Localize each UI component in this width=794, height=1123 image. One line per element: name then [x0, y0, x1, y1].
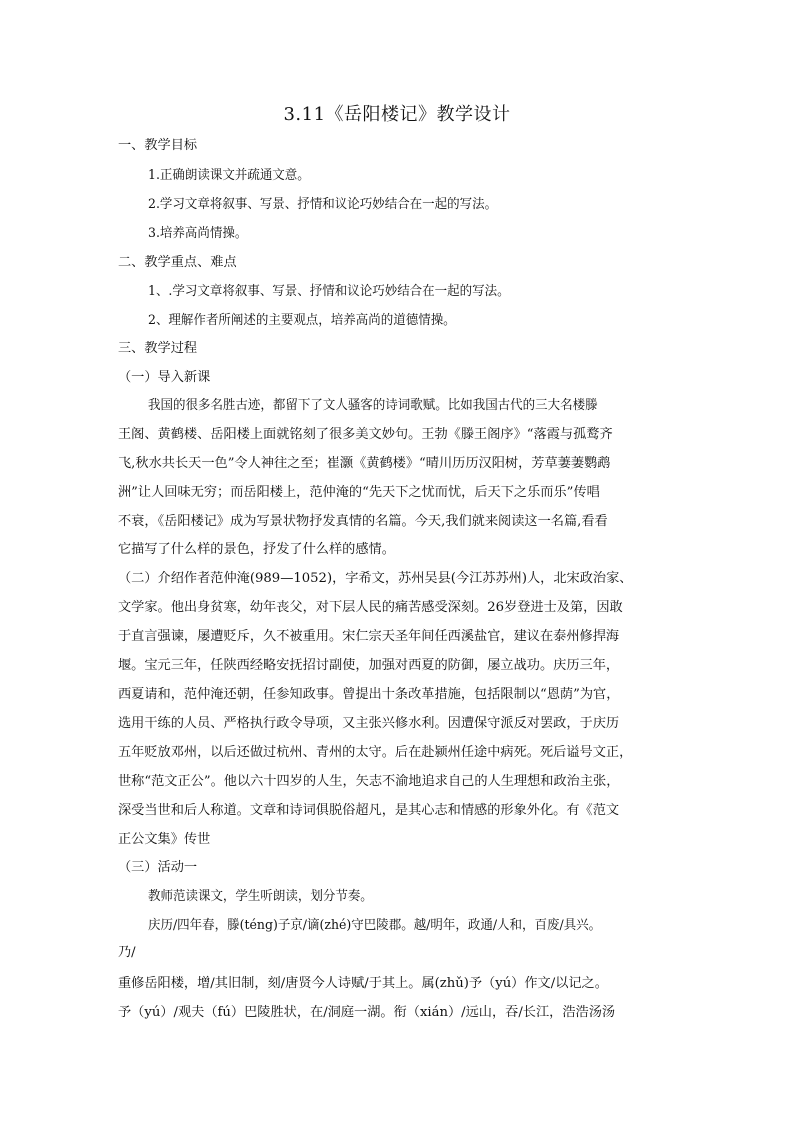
section-heading-key-points: 二、教学重点、难点 [118, 255, 237, 270]
section-heading-objectives: 一、教学目标 [118, 138, 198, 153]
paragraph-line: 予（yú）/观夫（fú）巴陵胜状，在/洞庭一湖。衔（xián）/远山，吞/长江，浩浩汤汤 [118, 1005, 616, 1020]
paragraph-line: 于直言强谏，屡遭贬斥，久不被重用。宋仁宗天圣年间任西溪盐官，建议在泰州修捍海 [118, 629, 620, 644]
paragraph-line: 庆历/四年春，滕(téng)子京/谪(zhé)守巴陵郡。越/明年，政通/人和，百废/具兴。 [148, 918, 602, 933]
paragraph-line: 文学家。他出身贫寒，幼年丧父，对下层人民的痛苦感受深刻。26岁登进士及第，因敢 [118, 600, 623, 615]
objective-item: 1.正确朗读课文并疏通文意。 [148, 168, 310, 183]
paragraph-line: 不衰，《岳阳楼记》成为写景状物抒发真情的名篇。今天,我们就来阅读这一名篇,看看 [118, 514, 608, 529]
paragraph-line: 深受当世和后人称道。文章和诗词俱脱俗超凡，是其心志和情感的形象外化。有《范文 [118, 803, 620, 818]
paragraph-line: 世称“范文正公”。他以六十四岁的人生，矢志不渝地追求自己的人生理想和政治主张， [118, 774, 620, 789]
paragraph-line: 它描写了什么样的景色，抒发了什么样的感情。 [118, 542, 395, 557]
page-title: 3.11《岳阳楼记》教学设计 [283, 104, 511, 125]
paragraph-line: 选用干练的人员、严格执行政令导项，又主张兴修水利。因遭保守派反对罢政，于庆历 [118, 716, 620, 731]
paragraph-line: 重修岳阳楼，增/其旧制，刻/唐贤今人诗赋/于其上。属(zhǔ)予（yú）作文/以记之。 [118, 976, 608, 991]
key-point-item: 2、理解作者所阐述的主要观点，培养高尚的道德情操。 [148, 313, 456, 328]
subheading-intro: （一）导入新课 [118, 370, 211, 385]
paragraph-line: 乃/ [118, 945, 136, 960]
objective-item: 3.培养高尚情操。 [148, 226, 248, 241]
paragraph-line: （二）介绍作者范仲淹(989—1052)，字希文，苏州吴县(今江苏苏州)人，北宋政治家、 [118, 571, 633, 586]
subheading-activity-one: （三）活动一 [118, 860, 198, 875]
paragraph-line: 正公文集》传世 [118, 832, 211, 847]
paragraph-line: 我国的很多名胜古迹，都留下了文人骚客的诗词歌赋。比如我国古代的三大名楼滕 [148, 398, 598, 413]
paragraph-line: 飞,秋水共长天一色”令人神往之至；崔灏《黄鹤楼》“晴川历历汉阳树，芳草萋萋鹦鹉 [118, 456, 611, 471]
key-point-item: 1、.学习文章将叙事、写景、抒情和议论巧妙结合在一起的写法。 [148, 284, 510, 299]
paragraph-line: 西夏请和，范仲淹还朝，任参知政事。曾提出十条改革措施，包括限制以“恩荫”为官， [118, 687, 620, 702]
section-heading-process: 三、教学过程 [118, 341, 198, 356]
paragraph-line: 五年贬放邓州，以后还做过杭州、青州的太守。后在赴颍州任途中病死。死后谥号文正， [118, 745, 633, 760]
paragraph-line: 王阁、黄鹤楼、岳阳楼上面就铭刻了很多美文妙句。王勃《滕王阁序》“落霞与孤鹜齐 [118, 427, 613, 442]
paragraph-line: 教师范读课文，学生听朗读，划分节奏。 [148, 889, 373, 904]
paragraph-line: 堰。宝元三年，任陕西经略安抚招讨副使，加强对西夏的防御，屡立战功。庆历三年， [118, 658, 620, 673]
paragraph-line: 洲”让人回味无穷；而岳阳楼上，范仲淹的“先天下之忧而忧，后天下之乐而乐”传唱 [118, 485, 600, 500]
objective-item: 2.学习文章将叙事、写景、抒情和议论巧妙结合在一起的写法。 [148, 197, 498, 212]
